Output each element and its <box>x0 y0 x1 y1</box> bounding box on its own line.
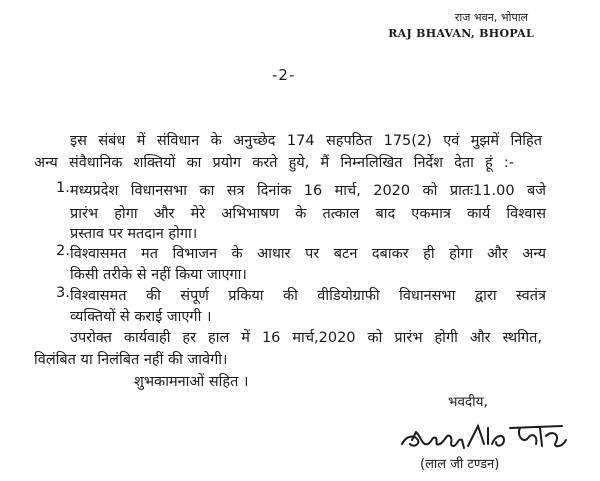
directive-1-line-1: मध्यप्रदेश विधानसभा का सत्र दिनांक 16 मार्च, 2020 को प्रातः11.00 बजे <box>70 183 546 199</box>
directive-1-line-2: प्रारंभ होगा और मेरे अभिभाषण के तत्काल बाद एकमात्र कार्य विश्वास <box>70 206 546 222</box>
conclusion-line-1: उपरोक्त कार्यवाही हर हाल में 16 मार्च,2020 को प्रारंभ होगी और स्थगित, <box>70 330 542 346</box>
closing-greeting: शुभकामनाओं सहित । <box>134 374 249 390</box>
directive-2-line-2: किसी तरीके से नहीं किया जाएगा। <box>70 267 247 283</box>
sign-off: भवदीय, <box>448 394 488 410</box>
directive-1-number: 1. <box>56 180 70 196</box>
directive-1-line-3: प्रस्ताव पर मतदान होगा। <box>70 226 198 242</box>
directive-3-line-2: व्यक्तियों से कराई जाएगी । <box>70 309 212 325</box>
directive-3-line-1: विश्वासमत की संपूर्ण प्रकिया की वीडियोग्राफी विधानसभा द्वारा स्वतंत्र <box>70 288 546 304</box>
directive-3-number: 3. <box>56 285 70 301</box>
letterhead-english: RAJ BHAVAN, BHOPAL <box>388 27 534 40</box>
intro-line-2: अन्य संवैधानिक शक्तियों का प्रयोग करते हुये, मैं निम्नलिखित निर्देश देता हूं :- <box>34 155 514 171</box>
signature <box>392 414 582 458</box>
signatory-name: (लाल जी टण्डन) <box>420 457 500 472</box>
page-number: -2- <box>272 66 296 84</box>
directive-2-number: 2. <box>56 243 70 259</box>
letterhead <box>388 10 534 42</box>
intro-line-1: इस संबंध में संविधान के अनुच्छेद 174 सहपठित 175(2) एवं मुझमें निहित <box>70 133 542 149</box>
directive-2-line-1: विश्वासमत मत विभाजन के आधार पर बटन दबाकर ही होगा और अन्य <box>70 246 546 262</box>
letterhead-hindi: राज भवन, भोपाल <box>454 11 528 24</box>
conclusion-line-2: विलंबित या निलंबित नहीं की जावेगी। <box>34 352 228 368</box>
